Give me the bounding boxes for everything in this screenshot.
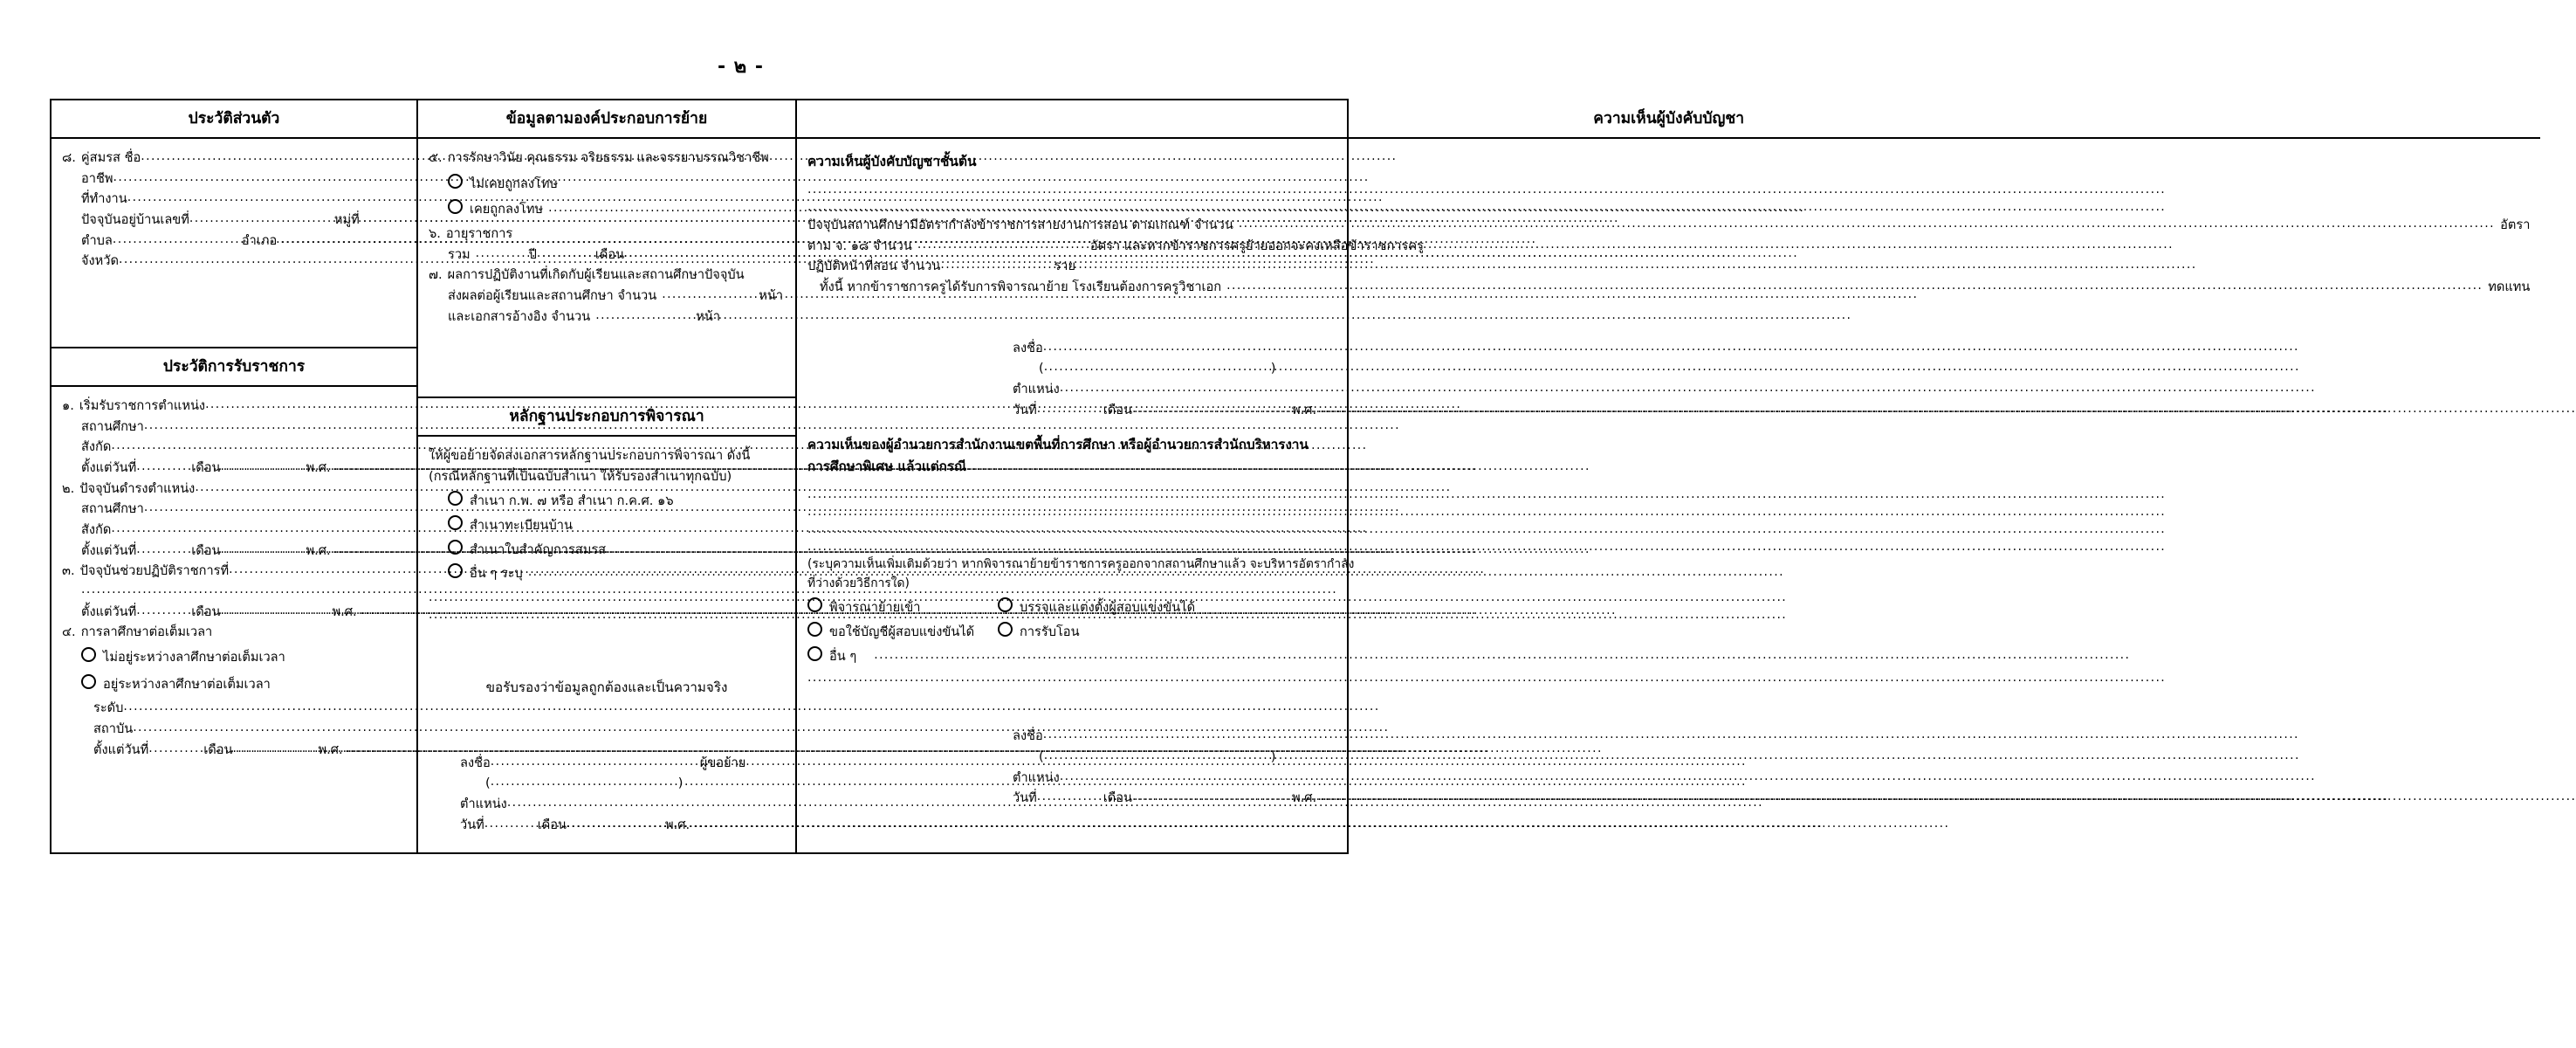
field-service-age-num: ๖. [429,225,441,241]
field-spouse-name-text: คู่สมรส ชื่อ [80,150,141,165]
applicant-sign-dots [491,752,700,772]
director-name-paren-open: ( [1039,748,1044,764]
radio-circle-icon[interactable] [998,597,1013,612]
field-assist-since-dots [136,601,184,621]
radio-consider-transfer-in-label: พิจารณาย้ายเข้า [829,600,921,616]
radio-circle-icon[interactable] [448,540,463,555]
applicant-name-dots [491,772,678,792]
radio-evidence-marriage-cert-label: สำเนาใบสำคัญการสมรส [470,541,607,557]
director-name-dots [1044,746,1271,766]
director-name-line[interactable] [807,747,2530,768]
evidence-heading: หลักฐานประกอบการพิจารณา [418,396,795,437]
primary-sign-label: ลงชื่อ [1013,340,1043,355]
required-major-line[interactable] [807,277,2530,298]
field-spouse-name-label: ๘. [62,150,76,165]
field-occupation[interactable] [62,169,406,190]
transfer-criteria-body [418,139,795,396]
radio-never-punished[interactable] [429,173,785,195]
radio-disposition-other[interactable] [807,645,2530,667]
supervisor-opinion-body [797,139,2540,814]
primary-month-dots [1132,399,1285,419]
field-study-since-label: ตั้งแต่วันที่ [93,741,149,757]
applicant-name-paren-open: ( [485,776,491,791]
field-amphoe-label: อำเภอ [241,232,278,248]
field-performance-pages[interactable] [429,286,785,307]
field-service-years-dots [476,244,524,264]
field-study-since-dots [148,739,196,759]
area-director-blank-2[interactable] [807,502,2530,520]
form-table-frame [50,99,2531,854]
field-current-position[interactable] [62,479,406,500]
field-tambon[interactable] [62,231,406,252]
field-current-affiliation[interactable] [62,520,406,541]
field-workplace-label: ที่ทำงาน [81,191,127,207]
field-study-month-dots [233,739,312,759]
field-current-year-label: พ.ศ. [306,542,331,558]
applicant-year-label: พ.ศ. [665,817,690,832]
primary-year-label: พ.ศ. [1292,402,1317,417]
radio-was-punished[interactable] [429,198,785,220]
radio-circle-icon[interactable] [448,174,463,189]
field-current-school-label: สถานศึกษา [81,501,144,517]
field-performance-pages-label: ส่งผลต่อผู้เรียนและสถานศึกษา จำนวน [448,287,657,303]
primary-year-dots [1320,399,1412,419]
field-service-age-total-label: รวม [448,246,471,262]
radio-evidence-kp7-label: สำเนา ก.พ. ๗ หรือ สำเนา ก.ค.ศ. ๑๖ [470,493,674,509]
radio-accept-transfer-label: การรับโอน [1020,624,1080,639]
field-house-address-dots [189,209,329,229]
page-number: - ๒ - [717,56,765,78]
radio-circle-icon[interactable] [81,647,96,662]
field-first-since-label: ตั้งแต่วันที่ [81,460,137,476]
field-workplace[interactable] [62,189,406,210]
applicant-position-line[interactable] [429,794,785,815]
staffing-criteria-dots [1239,214,2495,234]
applicant-date-dots [484,814,532,834]
field-current-position-label: ปัจจุบันดำรงตำแหน่ง [79,480,196,496]
radio-evidence-house-reg[interactable] [429,514,785,536]
field-assist-duty-num: ๓. [62,563,75,579]
primary-date-dots [1037,399,1098,419]
field-current-school[interactable] [62,499,406,520]
director-month-label: เดือน [1103,790,1133,806]
applicant-date-label: วันที่ [460,817,484,832]
field-province-label: จังหวัด [81,253,119,269]
field-province[interactable] [62,251,406,272]
primary-name-paren-close: ) [1270,361,1276,376]
primary-position-label: ตำแหน่ง [1013,381,1060,396]
radio-was-punished-label: เคยถูกลงโทษ [470,202,544,217]
radio-appoint-exam-passer[interactable] [998,596,1195,618]
field-study-level[interactable] [62,698,406,719]
field-study-year-label: พ.ศ. [318,741,343,757]
field-assist-since-label: ตั้งแต่วันที่ [81,603,137,619]
field-study-month-label: เดือน [203,741,233,757]
field-reference-pages[interactable] [429,307,785,328]
director-year-dots [1320,787,1412,807]
radio-on-study-leave-label: อยู่ระหว่างลาศึกษาต่อเต็มเวลา [103,676,271,692]
staffing-j18-dots [917,235,1083,255]
primary-month-label: เดือน [1103,402,1133,417]
director-position-dots [1060,767,1322,787]
field-discipline-label: การรักษาวินัย คุณธรรม จริยธรรม และจรรยาบรรณวิชาชีพ [447,150,769,165]
field-discipline-title [429,148,785,169]
radio-circle-icon[interactable] [448,563,463,578]
primary-position-line[interactable] [807,379,2530,400]
radio-circle-icon[interactable] [448,199,463,214]
required-major-suffix: ทดแทน [2488,279,2531,294]
director-date-label: วันที่ [1013,790,1037,806]
radio-not-on-study-leave[interactable] [62,646,406,668]
staffing-criteria-label: ปัจจุบันสถานศึกษามีอัตรากำลังข้าราชการสายงานการสอน ตามเกณฑ์ จำนวน [807,217,1233,232]
area-director-blank-1[interactable] [807,485,2530,502]
radio-evidence-marriage-cert[interactable] [429,539,785,561]
field-first-school-label: สถานศึกษา [81,418,144,434]
applicant-position-label: ตำแหน่ง [460,796,507,811]
area-director-note-line1: (ระบุความเห็นเพิ่มเติมด้วยว่า หากพิจารณาย้ายข้าราชการครูออกจากสถานศึกษาแล้ว จะบริหารอัตรากำลัง [807,556,1355,571]
applicant-sign-role: ผู้ขอย้าย [699,755,746,770]
primary-name-line[interactable] [807,358,2530,379]
radio-circle-icon[interactable] [998,622,1013,637]
service-history-heading: ประวัติการรับราชการ [52,347,416,387]
primary-name-paren-open: ( [1039,361,1044,376]
staffing-criteria-unit: อัตรา [2500,217,2531,232]
transfer-criteria-heading: ข้อมูลตามองค์ประกอบการย้าย [418,100,795,139]
evidence-other-line2[interactable] [429,588,785,605]
radio-circle-icon[interactable] [448,515,463,530]
radio-circle-icon[interactable] [807,597,822,612]
field-study-leave-label: การลาศึกษาต่อเต็มเวลา [80,624,213,640]
applicant-date-line[interactable] [429,815,785,836]
field-house-address-label: ปัจจุบันอยู่บ้านเลขที่ [81,212,189,228]
field-performance-label: ผลการปฏิบัติงานที่เกิดกับผู้เรียนและสถานศึกษาปัจจุบัน [447,267,745,283]
certify-statement: ขอรับรองว่าข้อมูลถูกต้องและเป็นความจริง [485,679,728,695]
field-reference-pages-unit: หน้า [696,308,721,324]
field-first-position-label: เริ่มรับราชการตำแหน่ง [79,398,206,413]
director-position-line[interactable] [807,768,2530,789]
director-sign-dots [1043,725,1305,745]
field-study-institute-label: สถาบัน [93,720,134,736]
teaching-duty-unit: ราย [1054,259,1075,274]
applicant-name-paren-close: ) [677,776,683,791]
column-criteria-and-evidence [418,100,797,852]
director-date-dots [1037,787,1098,807]
area-director-blank-3[interactable] [807,520,2530,537]
field-assist-month-dots [221,601,326,621]
field-reference-pages-dots [595,306,687,326]
radio-evidence-other-label: อื่น ๆ ระบุ [470,566,523,582]
personal-history-body [52,139,416,347]
primary-name-dots [1044,357,1271,377]
primary-supervisor-blank-1[interactable] [807,180,2530,197]
primary-supervisor-blank-2[interactable] [807,197,2530,215]
field-service-age-title [429,224,785,245]
director-year-label: พ.ศ. [1292,790,1317,806]
applicant-position-dots [507,793,769,813]
field-study-level-label: ระดับ [93,700,124,716]
supervisor-opinion-heading: ความเห็นผู้บังคับบัญชา [797,100,2540,139]
field-reference-pages-label: และเอกสารอ้างอิง จำนวน [448,308,591,324]
service-history-body [52,387,416,765]
field-first-position[interactable] [62,396,406,417]
field-first-position-num: ๑. [62,398,74,413]
radio-use-exam-list[interactable] [807,621,998,643]
disposition-other-line2[interactable] [807,668,2530,686]
field-study-since-date[interactable] [62,740,406,761]
director-sign-label: ลงชื่อ [1013,728,1043,744]
applicant-signature-block [429,753,785,836]
primary-position-dots [1060,378,1322,398]
field-first-month-label: เดือน [191,460,221,476]
primary-date-line[interactable] [807,400,2530,421]
staffing-j18-label: ตาม จ. ๑๘ จำนวน [807,238,912,253]
field-first-since-dots [136,457,184,477]
disposition-options-row-1 [807,596,2530,618]
field-current-position-num: ๒. [62,480,75,496]
area-director-note-line2: ที่ว่างด้วยวิธีการใด) [807,576,910,590]
field-assist-duty-line2[interactable] [62,582,406,602]
applicant-name-line[interactable] [429,773,785,794]
field-current-month-dots [221,540,299,560]
field-assist-year-label: พ.ศ. [332,603,357,619]
director-position-label: ตำแหน่ง [1013,769,1060,785]
field-assist-month-label: เดือน [191,603,221,619]
staffing-j18-rest: อัตรา และหากข้าราชการครูย้ายออกจะคงเหลือข้าราชการครู [1089,238,1424,253]
primary-date-label: วันที่ [1013,402,1037,417]
field-service-years-label: ปี [528,246,537,262]
field-tambon-dots [113,230,235,250]
field-tambon-label: ตำบล [81,232,113,248]
field-current-since-date[interactable] [62,541,406,562]
field-current-since-dots [136,540,184,560]
disposition-options-row-2 [807,621,2530,643]
field-assist-since-date[interactable] [62,602,406,623]
field-performance-num: ๗. [429,267,443,283]
radio-evidence-house-reg-label: สำเนาทะเบียนบ้าน [470,517,573,533]
field-first-since-date[interactable] [62,458,406,479]
field-performance-pages-unit: หน้า [759,287,784,303]
field-service-months-label: เดือน [594,246,625,262]
field-assist-duty[interactable] [62,561,406,582]
director-name-paren-close: ) [1270,748,1276,764]
radio-never-punished-label: ไม่เคยถูกลงโทษ [470,176,559,191]
director-month-dots [1132,787,1285,807]
area-director-title-line1: ความเห็นของผู้อำนวยการสำนักงานเขตพื้นที่การศึกษา หรือผู้อำนวยการสำนักบริหารงาน [807,437,1309,453]
teaching-duty-label: ปฏิบัติหน้าที่สอน จำนวน [807,259,941,274]
field-first-year-label: พ.ศ. [306,460,331,476]
director-date-line[interactable] [807,788,2530,809]
field-study-leave-title [62,622,406,643]
radio-consider-transfer-in[interactable] [807,596,998,618]
primary-sign-dots [1043,337,1305,357]
primary-sign-line[interactable] [807,338,2530,359]
field-study-institute[interactable] [62,719,406,740]
radio-evidence-other[interactable] [429,562,785,584]
field-performance-title [429,265,785,286]
column-personal-and-service [52,100,418,852]
applicant-year-dots [693,814,772,834]
radio-disposition-other-dots [874,645,2530,665]
applicant-month-dots [567,814,658,834]
required-major-dots [1226,276,2483,296]
radio-accept-transfer[interactable] [998,621,1080,643]
field-assist-duty-label: ปัจจุบันช่วยปฏิบัติราชการที่ [79,563,230,579]
radio-evidence-kp7[interactable] [429,490,785,512]
radio-not-on-study-leave-label: ไม่อยู่ระหว่างลาศึกษาต่อเต็มเวลา [103,650,285,665]
field-current-since-label: ตั้งแต่วันที่ [81,542,137,558]
area-director-signature-block [807,726,2530,809]
evidence-other-line3[interactable] [429,605,785,623]
staffing-j18-line[interactable] [807,236,2530,257]
field-service-age-label: อายุราชการ [445,225,513,241]
column-supervisor-opinion [797,100,2540,852]
field-spouse-name[interactable] [62,148,406,169]
field-first-affiliation[interactable] [62,437,406,458]
field-discipline-num: ๕. [429,150,443,165]
field-service-age-values[interactable] [429,245,785,265]
field-first-school[interactable] [62,417,406,438]
evidence-body [418,437,795,840]
teaching-duty-line[interactable] [807,256,2530,277]
director-sign-line[interactable] [807,726,2530,747]
radio-circle-icon[interactable] [81,674,96,689]
radio-disposition-other-label: อื่น ๆ [829,648,857,664]
primary-supervisor-signature-block [807,338,2530,421]
field-performance-pages-dots [662,285,753,305]
area-director-title-line2: การศึกษาพิเศษ แล้วแต่กรณี [807,458,967,474]
field-house-address[interactable] [62,210,406,231]
radio-circle-icon[interactable] [807,622,822,637]
area-director-blank-4[interactable] [807,537,2530,555]
field-service-months-dots [542,244,590,264]
field-occupation-label: อาชีพ [81,170,113,186]
field-current-month-label: เดือน [191,542,221,558]
field-study-leave-num: ๔. [62,624,76,640]
field-current-affiliation-label: สังกัด [81,522,112,538]
applicant-sign-label: ลงชื่อ [460,755,491,770]
teaching-duty-dots [940,255,1054,275]
radio-circle-icon[interactable] [448,491,463,506]
radio-use-exam-list-label: ขอใช้บัญชีผู้สอบแข่งขันได้ [829,624,975,639]
applicant-sign-line[interactable] [429,753,785,774]
required-major-label: ทั้งนี้ หากข้าราชการครูได้รับการพิจารณาย้าย โรงเรียนต้องการครูวิชาเอก [820,279,1222,294]
field-first-month-dots [221,457,299,477]
applicant-month-label: เดือน [537,817,567,832]
personal-history-heading: ประวัติส่วนตัว [52,100,416,139]
primary-supervisor-title: ความเห็นผู้บังคับบัญชาชั้นต้น [807,154,977,169]
field-moo-label: หมู่ที่ [333,212,360,228]
staffing-criteria-line[interactable] [807,215,2530,236]
radio-on-study-leave[interactable] [62,673,406,695]
evidence-intro-line1: ให้ผู้ขอย้ายจัดส่งเอกสารหลักฐานประกอบการพิจารณา ดังนี้ [429,448,751,463]
field-first-affiliation-label: สังกัด [81,439,112,455]
evidence-intro-line2: (กรณีหลักฐานที่เป็นฉบับสำเนา ให้รับรองสำเนาทุกฉบับ) [429,468,732,484]
radio-circle-icon[interactable] [807,646,822,661]
radio-appoint-exam-passer-label: บรรจุและแต่งตั้งผู้สอบแข่งขันได้ [1020,600,1196,616]
